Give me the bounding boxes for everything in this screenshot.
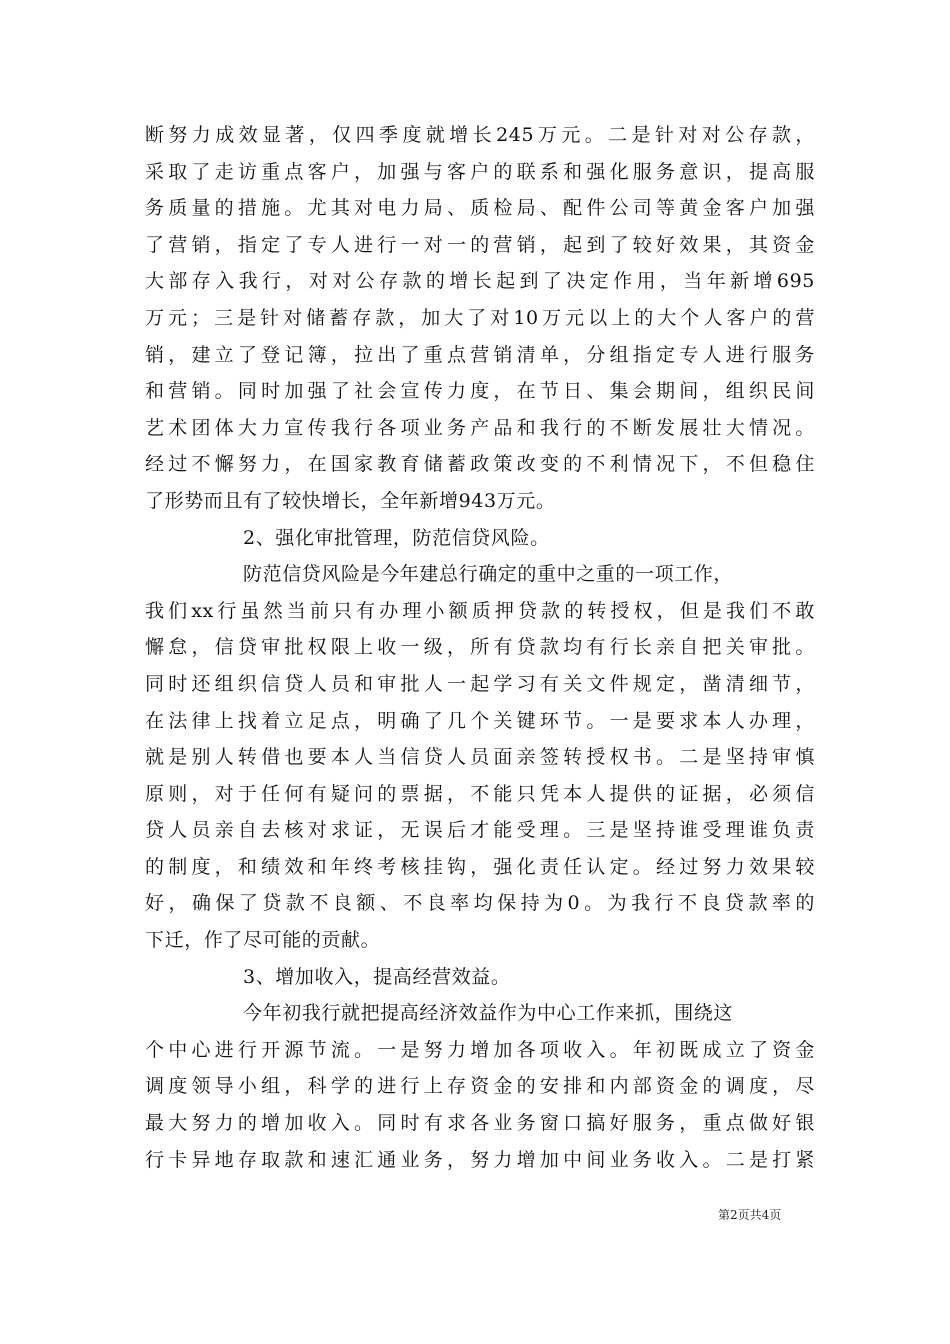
text-line: 艺术团体大力宣传我行各项业务产品和我行的不断发展壮大情况。 bbox=[145, 416, 815, 439]
text-line: 万元；三是针对储蓄存款，加大了对10万元以上的大个人客户的营 bbox=[145, 306, 815, 329]
text-line: 和营销。同时加强了社会宣传力度，在节日、集会期间，组织民间 bbox=[145, 380, 815, 403]
text-line: 销，建立了登记簿，拉出了重点营销清单，分组指定专人进行服务 bbox=[145, 343, 815, 366]
text-line: 就是别人转借也要本人当信贷人员面亲签转授权书。二是坚持审慎 bbox=[145, 746, 815, 769]
text-line: 大部存入我行，对对公存款的增长起到了决定作用，当年新增695 bbox=[145, 270, 815, 293]
text-line: 了形势而且有了较快增长，全年新增943万元。 bbox=[145, 489, 556, 512]
paragraph-first-line: 今年初我行就把提高经济效益作为中心工作来抓，围绕这 bbox=[243, 1002, 734, 1025]
page-number-footer: 第2页共4页 bbox=[718, 1208, 782, 1222]
paragraph-first-line: 防范信贷风险是今年建总行确定的重中之重的一项工作， bbox=[243, 563, 734, 586]
text-line: 原则，对于任何有疑问的票据，不能只凭本人提供的证据，必须信 bbox=[145, 782, 815, 805]
text-line: 采取了走访重点客户，加强与客户的联系和强化服务意识，提高服 bbox=[145, 160, 815, 183]
text-line: 懈怠，信贷审批权限上收一级，所有贷款均有行长亲自把关审批。 bbox=[145, 636, 815, 659]
text-line: 了营销，指定了专人进行一对一的营销，起到了较好效果，其资金 bbox=[145, 233, 815, 256]
text-line: 行卡异地存取款和速汇通业务，努力增加中间业务收入。二是打紧 bbox=[145, 1148, 815, 1171]
text-line: 贷人员亲自去核对求证，无误后才能受理。三是坚持谁受理谁负责 bbox=[145, 819, 815, 842]
section-heading: 2、强化审批管理，防范信贷风险。 bbox=[243, 526, 550, 549]
document-body bbox=[145, 117, 815, 1178]
text-line: 好，确保了贷款不良额、不良率均保持为0。为我行不良贷款率的 bbox=[145, 892, 815, 915]
text-line: 我们xx行虽然当前只有办理小额质押贷款的转授权，但是我们不敢 bbox=[145, 599, 815, 622]
text-line: 下迁，作了尽可能的贡献。 bbox=[145, 929, 381, 952]
text-line: 个中心进行开源节流。一是努力增加各项收入。年初既成立了资金 bbox=[145, 1038, 815, 1061]
text-line: 的制度，和绩效和年终考核挂钩，强化责任认定。经过努力效果较 bbox=[145, 855, 815, 878]
text-line: 务质量的措施。尤其对电力局、质检局、配件公司等黄金客户加强 bbox=[145, 197, 815, 220]
text-line: 在法律上找着立足点，明确了几个关键环节。一是要求本人办理， bbox=[145, 709, 815, 732]
text-line: 调度领导小组，科学的进行上存资金的安排和内部资金的调度，尽 bbox=[145, 1075, 815, 1098]
text-line: 经过不懈努力，在国家教育储蓄政策改变的不利情况下，不但稳住 bbox=[145, 453, 815, 476]
text-line: 同时还组织信贷人员和审批人一起学习有关文件规定，凿清细节， bbox=[145, 672, 815, 695]
section-heading: 3、增加收入，提高经营效益。 bbox=[243, 965, 511, 988]
text-line: 断努力成效显著，仅四季度就增长245万元。二是针对对公存款， bbox=[145, 124, 815, 146]
text-line: 最大努力的增加收入。同时有求各业务窗口搞好服务，重点做好银 bbox=[145, 1112, 815, 1135]
